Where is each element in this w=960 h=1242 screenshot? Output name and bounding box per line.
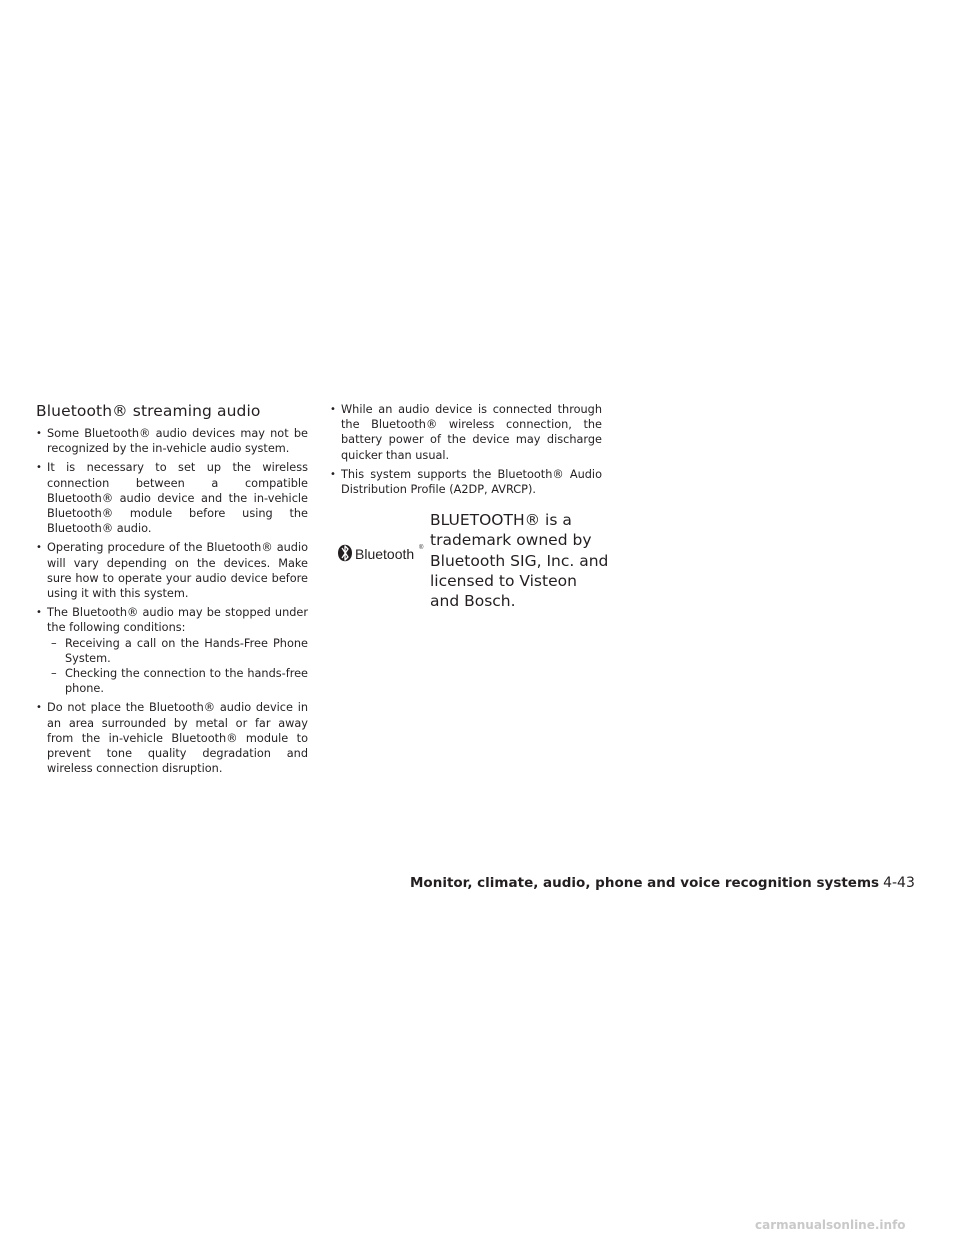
bluetooth-logo-icon — [336, 538, 426, 568]
section-heading: Bluetooth® streaming audio — [36, 402, 261, 420]
bullet-text: The Bluetooth® audio may be stopped under the following conditions: — [47, 606, 308, 635]
sub-list — [47, 636, 308, 697]
trademark-line: and Bosch. — [430, 592, 516, 611]
left-bullet-list — [36, 426, 308, 776]
watermark-text[interactable]: carmanualsonline.info — [755, 1218, 906, 1232]
bullet-item: • It is necessary to set up the wireless connection between a compatible Bluetooth® audio device and the in-vehicle Bluetooth® module before using the Bluetooth® audio. — [36, 460, 308, 536]
left-column — [36, 402, 308, 780]
bullet-item — [36, 605, 308, 696]
sub-item: – Receiving a call on the Hands-Free Phone System. — [51, 636, 308, 666]
bullet-item: • While an audio device is connected through the Bluetooth® wireless connection, the battery power of the device may discharge quicker than usual. — [330, 402, 602, 463]
page-footer — [410, 872, 915, 894]
bullet-item: • This system supports the Bluetooth® Audio Distribution Profile (A2DP, AVRCP). — [330, 467, 602, 497]
trademark-line: trademark owned by — [430, 531, 592, 550]
bullet-item: • Operating procedure of the Bluetooth® audio will vary depending on the devices. Make sure how to operate your audio device before using it with this system. — [36, 540, 308, 601]
bullet-item: • Some Bluetooth® audio devices may not be recognized by the in-vehicle audio system. — [36, 426, 308, 456]
trademark-notice — [430, 510, 620, 611]
registered-mark: ® — [419, 545, 424, 551]
right-bullet-list — [330, 402, 602, 497]
bullet-item: • Do not place the Bluetooth® audio device in an area surrounded by metal or far away from the in-vehicle Bluetooth® module to prevent tone quality degradation and wireless connection disruption. — [36, 700, 308, 776]
page-number: 4-43 — [883, 875, 915, 891]
trademark-line: BLUETOOTH® is a — [430, 511, 572, 529]
trademark-line: licensed to Visteon — [430, 571, 577, 590]
chapter-title: Monitor, climate, audio, phone and voice recognition systems — [410, 875, 880, 891]
right-column — [330, 402, 602, 501]
bluetooth-wordmark: Bluetooth — [355, 546, 415, 562]
bluetooth-trademark-block — [334, 510, 624, 610]
sub-item: – Checking the connection to the hands-free phone. — [51, 666, 308, 696]
trademark-line: Bluetooth SIG, Inc. and — [430, 551, 609, 570]
